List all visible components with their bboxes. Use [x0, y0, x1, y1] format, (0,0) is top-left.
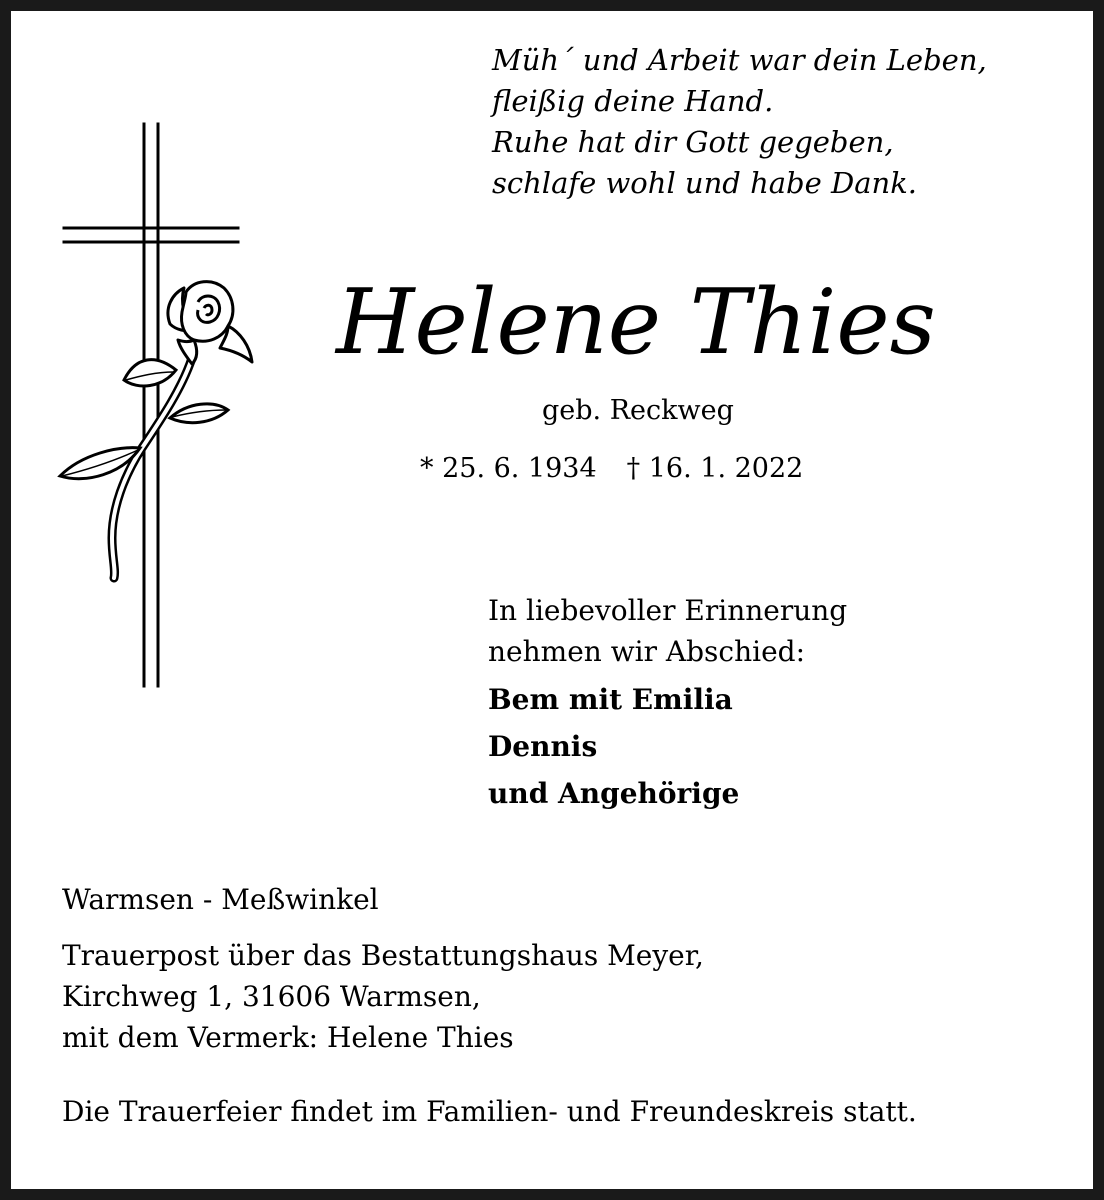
- maiden-name: geb. Reckweg: [542, 395, 734, 426]
- mourner-name: Dennis: [488, 730, 598, 763]
- post-line: Trauerpost über das Bestattungshaus Meyer,: [62, 939, 704, 972]
- mourner-name: und Angehörige: [488, 777, 740, 810]
- cross-with-rose-icon: [52, 118, 272, 698]
- poem: [492, 40, 1082, 204]
- memory-text: [488, 590, 847, 672]
- mourner-name: Bem mit Emilia: [488, 683, 733, 716]
- life-dates: [420, 450, 803, 488]
- mourning-post-address: [62, 935, 704, 1058]
- place-line: Warmsen - Meßwinkel: [62, 883, 379, 916]
- memory-line: In liebevoller Erinnerung: [488, 594, 848, 627]
- poem-line: Ruhe hat dir Gott gegeben,: [492, 125, 894, 159]
- ceremony-note: Die Trauerfeier findet im Familien- und Freundeskreis statt.: [62, 1095, 917, 1128]
- mourners-list: [488, 676, 739, 817]
- death-date: † 16. 1. 2022: [626, 453, 804, 484]
- post-line: mit dem Vermerk: Helene Thies: [62, 1021, 514, 1054]
- post-line: Kirchweg 1, 31606 Warmsen,: [62, 980, 481, 1013]
- birth-date: * 25. 6. 1934: [420, 453, 597, 484]
- poem-line: fleißig deine Hand.: [492, 84, 774, 118]
- poem-line: Müh´ und Arbeit war dein Leben,: [492, 43, 987, 77]
- deceased-name: Helene Thies: [336, 270, 936, 375]
- memory-line: nehmen wir Abschied:: [488, 635, 806, 668]
- poem-line: schlafe wohl und habe Dank.: [492, 166, 917, 200]
